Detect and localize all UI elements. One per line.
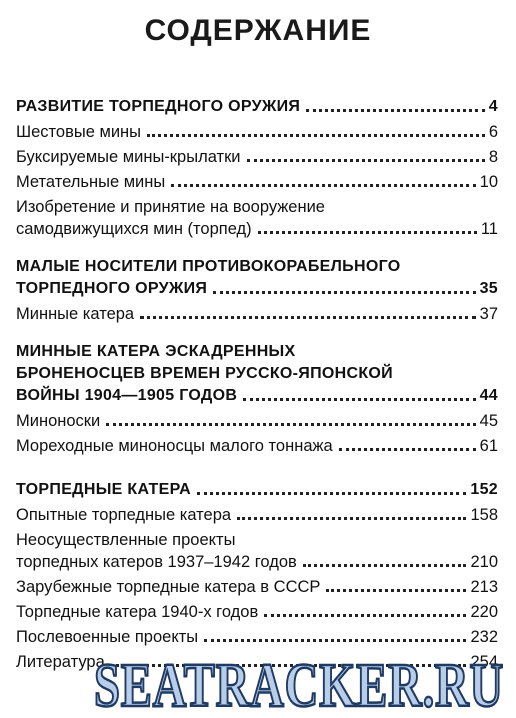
toc-entry[interactable] (16, 171, 498, 193)
toc-page-number: 11 (480, 220, 498, 238)
toc-entry-title: торпедных катеров 1937–1942 годов (16, 553, 297, 571)
toc-page-number: 210 (470, 553, 498, 571)
dot-leader (247, 159, 485, 162)
toc-entry-title: ТОРПЕДНОГО ОРУЖИЯ (16, 280, 208, 297)
toc-entry-multiline[interactable] (16, 529, 498, 573)
toc-entry-title: ВОЙНЫ 1904—1905 ГОДОВ (16, 387, 238, 404)
dot-leader (306, 109, 485, 112)
toc-entry[interactable] (16, 410, 498, 432)
toc-entry[interactable] (16, 146, 498, 168)
toc-entry-title: Торпедные катера 1940-х годов (16, 603, 259, 621)
toc-entry-title: Миноноски (16, 412, 101, 430)
toc-entry[interactable] (16, 303, 498, 325)
toc-entry-title: Мореходные миноносцы малого тоннажа (16, 437, 333, 455)
toc-section-torpedo-weapon-development[interactable] (16, 96, 498, 118)
toc-page-number: 10 (479, 173, 498, 191)
toc-entry[interactable] (16, 121, 498, 143)
toc-page-number: 8 (488, 148, 498, 166)
toc-page-number: 220 (470, 603, 498, 621)
toc-entry-title: Буксируемые мины-крылатки (16, 148, 241, 166)
dot-leader (171, 184, 475, 187)
toc-section-torpedo-boats[interactable] (16, 479, 498, 501)
toc-section-last-line (16, 278, 498, 300)
page-title: СОДЕРЖАНИЕ (144, 14, 372, 47)
toc-entry-multiline[interactable] (16, 196, 498, 240)
dot-leader (326, 589, 466, 592)
toc-entry-title: РАЗВИТИЕ ТОРПЕДНОГО ОРУЖИЯ (16, 98, 301, 115)
toc-section-line: МАЛЫЕ НОСИТЕЛИ ПРОТИВОКОРАБЕЛЬНОГО (16, 258, 401, 275)
toc-entry-title: Минные катера (16, 305, 135, 323)
dot-leader (197, 492, 466, 495)
toc-entry[interactable] (16, 576, 498, 598)
toc-entry-title: Метательные мины (16, 173, 166, 191)
toc-entry-title: ТОРПЕДНЫЕ КАТЕРА (16, 481, 191, 498)
toc-page-number: 254 (470, 653, 498, 671)
toc-page-number: 61 (479, 437, 498, 455)
toc-page-number: 35 (479, 280, 498, 297)
toc-entry-line: Изобретение и принятие на вооружение (16, 198, 325, 216)
toc-entry-title: Зарубежные торпедные катера в СССР (16, 578, 321, 596)
toc-section-line: БРОНЕНОСЦЕВ ВРЕМЕН РУССКО-ЯПОНСКОЙ (16, 365, 393, 382)
dot-leader (213, 291, 475, 294)
dot-leader (147, 134, 485, 137)
dot-leader (237, 517, 466, 520)
dot-leader (106, 423, 475, 426)
toc-entry-title: самодвижущихся мин (торпед) (16, 220, 252, 238)
toc-page-number: 45 (479, 412, 498, 430)
toc-entry[interactable] (16, 435, 498, 457)
toc-page-number: 44 (479, 387, 498, 404)
toc-page-number: 4 (488, 98, 498, 115)
dot-leader (140, 316, 476, 319)
toc-section-line: МИННЫЕ КАТЕРА ЭСКАДРЕННЫХ (16, 343, 296, 360)
toc-section-small-carriers[interactable] (16, 256, 498, 300)
toc-entry-last-line (16, 218, 498, 240)
toc-entry-last-line (16, 551, 498, 573)
toc-entry-title: Опытные торпедные катера (16, 506, 232, 524)
dot-leader (264, 614, 466, 617)
table-of-contents (16, 96, 498, 673)
toc-entry-title: Шестовые мины (16, 123, 142, 141)
toc-entry-title: Послевоенные проекты (16, 628, 199, 646)
toc-page-number: 213 (470, 578, 498, 596)
watermark-logo (90, 646, 510, 718)
watermark-text: SEATRACKER.RU (94, 652, 504, 718)
dot-leader (258, 231, 477, 234)
dot-leader (303, 564, 467, 567)
dot-leader (339, 448, 476, 451)
toc-entry[interactable] (16, 504, 498, 526)
toc-section-last-line (16, 385, 498, 407)
toc-section-squadron-battleship-boats[interactable] (16, 341, 498, 407)
dot-leader (204, 639, 466, 642)
toc-entry[interactable] (16, 601, 498, 623)
toc-entry-line: Неосуществленные проекты (16, 531, 236, 549)
toc-page-number: 158 (470, 506, 498, 524)
toc-entry[interactable] (16, 626, 498, 648)
toc-page-number: 6 (488, 123, 498, 141)
dot-leader (243, 398, 475, 401)
toc-page-number: 232 (470, 628, 498, 646)
toc-entry-title: Литература (16, 653, 105, 671)
toc-page-number: 152 (470, 481, 498, 498)
toc-page-number: 37 (479, 305, 498, 323)
